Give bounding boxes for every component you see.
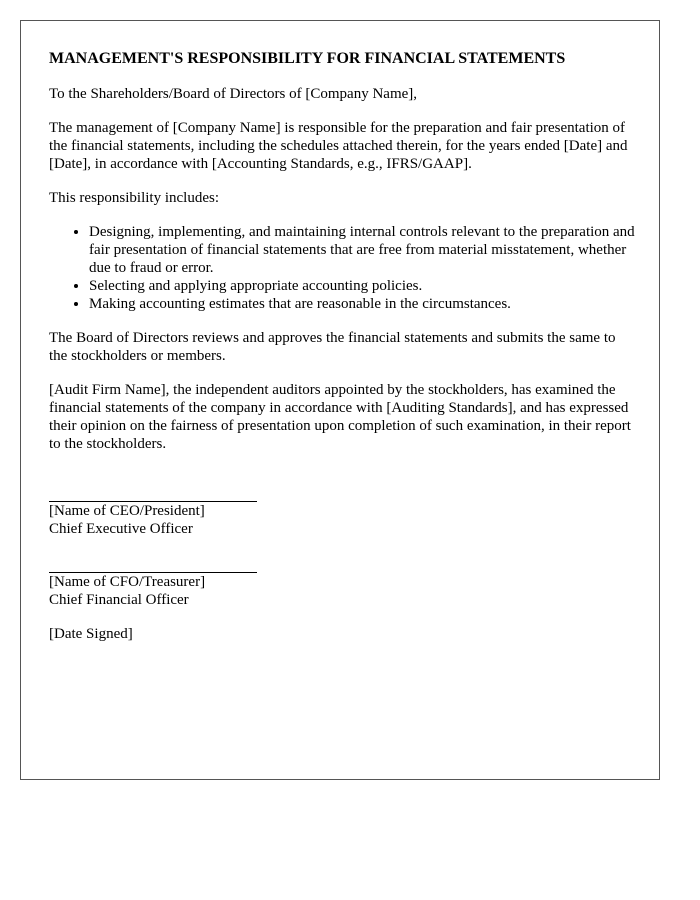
cfo-title: Chief Financial Officer — [49, 592, 189, 608]
ceo-title: Chief Executive Officer — [49, 521, 193, 537]
cfo-name: [Name of CFO/Treasurer] — [49, 574, 206, 590]
list-item: • Designing, implementing, and maintaining internal controls relevant to the preparation and fair presentation of financial statements that are free from material misstatement, whether due to fraud or error. — [89, 223, 637, 277]
list-item: • Making accounting estimates that are reasonable in the circumstances. — [89, 295, 637, 313]
salutation: To the Shareholders/Board of Directors of [Company Name], — [49, 86, 418, 102]
document-page — [20, 20, 660, 780]
responsibility-list — [49, 223, 637, 313]
paragraph-responsibility-intro: This responsibility includes: — [49, 190, 219, 206]
paragraph-management-responsibility: The management of [Company Name] is responsible for the preparation and fair presentation of the financial statements, including the schedules attached therein, for the years ended [Date] and [Date], in accordance with [Accounting Standards, e.g., IFRS/GAAP]. — [49, 120, 628, 172]
signature-block — [49, 501, 637, 643]
ceo-name: [Name of CEO/President] — [49, 503, 205, 519]
list-item: • Selecting and applying appropriate accounting policies. — [89, 277, 637, 295]
paragraph-auditors: [Audit Firm Name], the independent auditors appointed by the stockholders, has examined the financial statements of the company in accordance with [Auditing Standards], and has expressed their opinion on the fairness of presentation upon completion of such examination, in their report to the stockholders. — [49, 382, 631, 452]
document-title: MANAGEMENT'S RESPONSIBILITY FOR FINANCIAL STATEMENTS — [49, 50, 566, 67]
signature-spacer — [49, 538, 637, 572]
document-content — [49, 49, 637, 643]
paragraph-board-review: The Board of Directors reviews and approves the financial statements and submits the same to the stockholders or members. — [49, 330, 616, 364]
date-signed: [Date Signed] — [49, 626, 133, 642]
